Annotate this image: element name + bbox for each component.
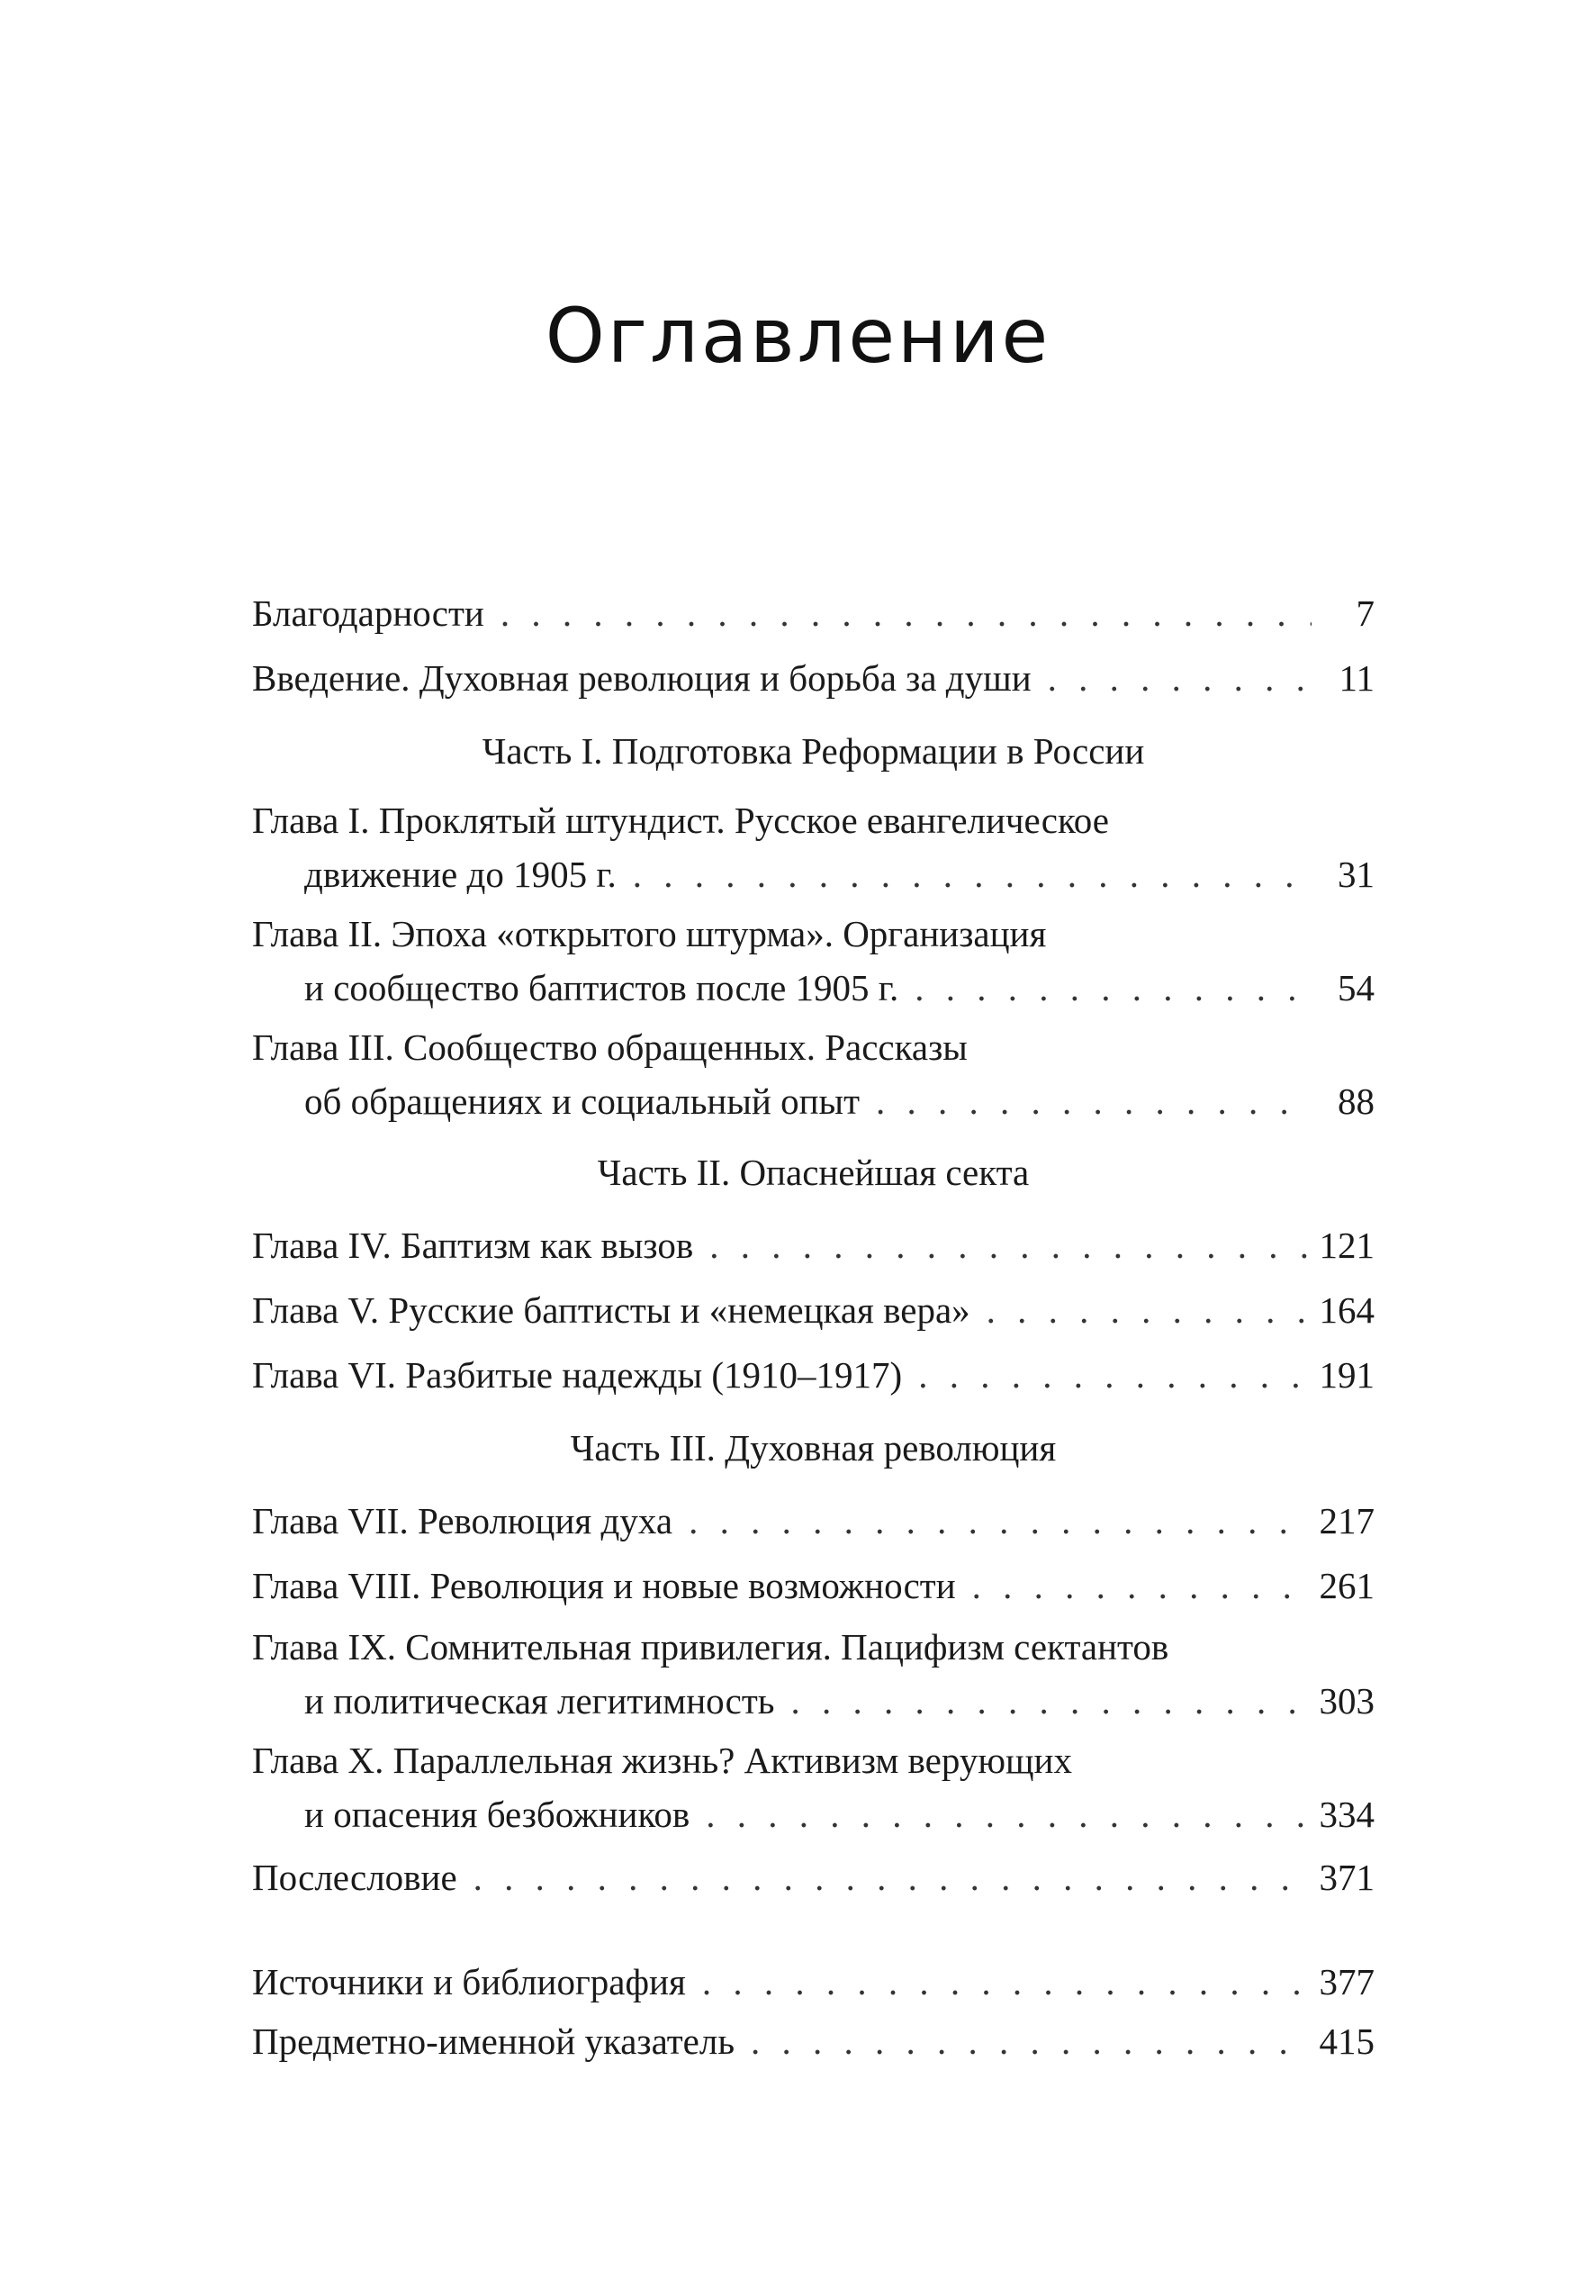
toc-entry-chapter-9[interactable] [252,1621,1375,1729]
toc-entry-title: Глава VIII. Революция и новые возможности [252,1565,956,1606]
dot-leader [473,1848,1311,1907]
toc-entry-title: Благодарности [252,592,484,634]
toc-entry-chapter-4[interactable] [252,1216,1375,1275]
dot-leader [918,1345,1310,1405]
section-spacer [252,1912,1375,1952]
toc-entry-title: Глава X. Параллельная жизнь? Активизм верующих [252,1740,1072,1781]
toc-entry-title: Глава I. Проклятый штундист. Русское евангелическое [252,800,1110,841]
dot-leader [751,2011,1310,2071]
toc-entry-title-continued: об обращениях и социальный опыт [304,1080,861,1122]
toc-entry-title: Глава VII. Революция духа [252,1500,673,1541]
toc-entry-title: Глава IV. Баптизм как вызов [252,1225,694,1266]
toc-entry-acknowledgements[interactable] [252,583,1375,643]
toc-entry-afterword[interactable] [252,1848,1375,1907]
toc-entry-index[interactable] [252,2011,1375,2071]
dot-leader [876,1073,1312,1129]
toc-entry-title-continued: и опасения безбожников [304,1794,690,1835]
toc-entry-chapter-10[interactable] [252,1734,1375,1842]
toc-entry-title-continued: и политическая легитимность [304,1680,775,1722]
toc-page-number: 88 [1338,1080,1375,1122]
part-heading: Часть II. Опаснейшая секта [597,1152,1030,1193]
toc-page-number: 54 [1338,967,1375,1008]
toc-entry-title: Глава V. Русские баптисты и «немецкая вера» [252,1289,970,1331]
part-heading: Часть III. Духовная революция [570,1427,1057,1469]
toc-page-number: 261 [1319,1565,1375,1606]
dot-leader [791,1673,1311,1729]
toc-page-number: 415 [1319,2020,1375,2062]
toc-entry-introduction[interactable] [252,648,1375,708]
toc-page-number: 371 [1319,1857,1375,1898]
dot-leader [689,1491,1310,1550]
dot-leader [987,1280,1311,1340]
page-title: Оглавление [545,292,1051,380]
dot-leader [706,1786,1310,1842]
toc-entry-chapter-5[interactable] [252,1280,1375,1340]
toc-page-number: 11 [1339,657,1375,699]
toc-entry-title-continued: движение до 1905 г. [304,854,617,895]
toc-entry-title: Глава VI. Разбитые надежды (1910–1917) [252,1354,903,1396]
toc-page-number: 164 [1319,1289,1375,1331]
part-heading: Часть I. Подготовка Реформации в России [482,730,1145,772]
toc-page-number: 217 [1319,1500,1375,1541]
table-of-contents [252,583,1375,2071]
toc-entry-title: Введение. Духовная революция и борьба за души [252,657,1032,699]
dot-leader [500,583,1312,643]
toc-entry-chapter-7[interactable] [252,1491,1375,1550]
dot-leader [915,960,1312,1016]
toc-page-number: 303 [1319,1680,1375,1722]
toc-entry-title: Послесловие [252,1857,457,1898]
toc-entry-title: Глава III. Сообщество обращенных. Рассказы [252,1026,968,1068]
dot-leader [702,1952,1311,2011]
toc-entry-title: Глава IX. Сомнительная привилегия. Пацифизм сектантов [252,1626,1169,1668]
toc-entry-chapter-2[interactable] [252,908,1375,1016]
dot-leader [972,1556,1311,1615]
toc-entry-chapter-1[interactable] [252,794,1375,902]
toc-page-number: 31 [1338,854,1375,895]
toc-entry-title: Источники и библиография [252,1961,686,2002]
toc-entry-chapter-8[interactable] [252,1556,1375,1615]
toc-page-number: 377 [1319,1961,1375,2002]
toc-entry-title: Глава II. Эпоха «открытого штурма». Организация [252,913,1047,954]
toc-page-number: 7 [1356,592,1375,634]
toc-page-number: 121 [1319,1225,1375,1266]
toc-page-number: 191 [1319,1354,1375,1396]
dot-leader [709,1216,1310,1275]
toc-entry-title: Предметно-именной указатель [252,2020,735,2062]
dot-leader [633,846,1312,902]
toc-entry-chapter-6[interactable] [252,1345,1375,1405]
toc-page-number: 334 [1319,1794,1375,1835]
toc-entry-chapter-3[interactable] [252,1021,1375,1129]
toc-entry-sources[interactable] [252,1952,1375,2011]
toc-entry-title-continued: и сообщество баптистов после 1905 г. [304,967,899,1008]
dot-leader [1048,648,1312,708]
